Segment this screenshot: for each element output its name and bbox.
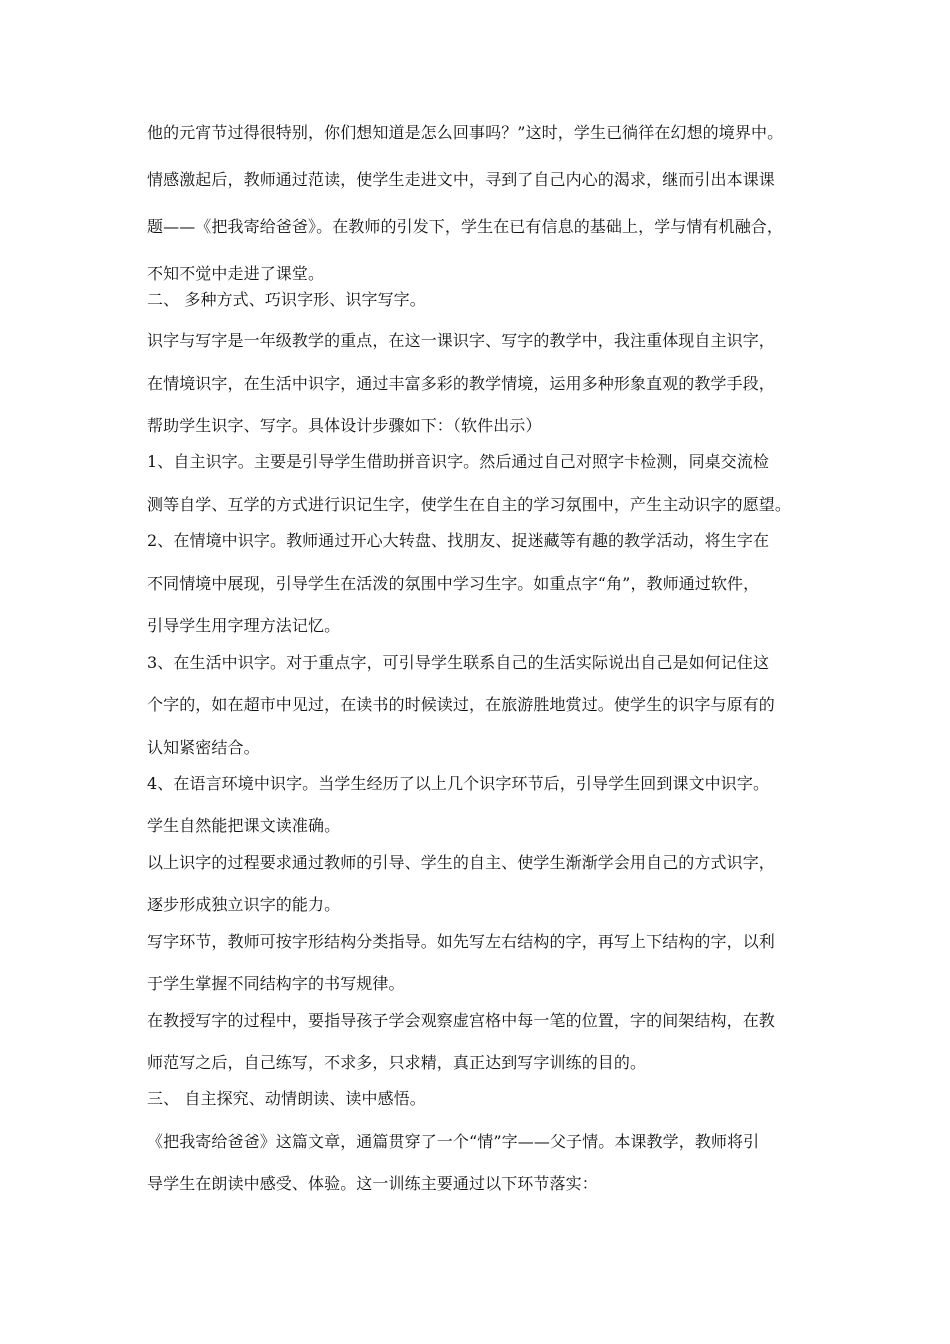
text-line: 学生自然能把课文读准确。 — [147, 816, 341, 835]
text-line: 识字与写字是一年级教学的重点，在这一课识字、写字的教学中，我注重体现自主识字， — [147, 331, 775, 350]
text-line: 于学生掌握不同结构字的书写规律。 — [147, 974, 405, 993]
text-line: 以上识字的过程要求通过教师的引导、学生的自主、使学生渐渐学会用自己的方式识字， — [147, 853, 775, 872]
text-line: 导学生在朗读中感受、体验。这一训练主要通过以下环节落实： — [147, 1174, 598, 1193]
text-line: 4、在语言环境中识字。当学生经历了以上几个识字环节后，引导学生回到课文中识字。 — [147, 774, 770, 793]
text-line: 《把我寄给爸爸》这篇文章，通篇贯穿了一个“情”字——父子情。本课教学，教师将引 — [147, 1132, 760, 1151]
text-line: 在教授写字的过程中，要指导孩子学会观察虚宫格中每一笔的位置，字的间架结构，在教 — [147, 1011, 775, 1030]
text-line: 不知不觉中走进了课堂。 — [147, 264, 325, 283]
text-line: 写字环节，教师可按字形结构分类指导。如先写左右结构的字，再写上下结构的字，以利 — [147, 932, 775, 951]
section-heading: 二、 多种方式、巧识字形、识字写字。 — [147, 290, 426, 309]
text-line: 情感激起后，教师通过范读，使学生走进文中，寻到了自己内心的渴求，继而引出本课课 — [147, 170, 775, 189]
text-line: 不同情境中展现，引导学生在活泼的氛围中学习生字。如重点字“角”，教师通过软件， — [147, 574, 760, 593]
text-line: 在情境识字，在生活中识字，通过丰富多彩的教学情境，运用多种形象直观的教学手段， — [147, 374, 775, 393]
text-line: 师范写之后，自己练写，不求多，只求精，真正达到写字训练的目的。 — [147, 1053, 647, 1072]
text-line: 3、在生活中识字。对于重点字，可引导学生联系自己的生活实际说出自己是如何记住这 — [147, 653, 770, 672]
text-line: 帮助学生识字、写字。具体设计步骤如下：（软件出示） — [147, 416, 542, 435]
text-line: 逐步形成独立识字的能力。 — [147, 895, 341, 914]
text-line: 题——《把我寄给爸爸》。在教师的引发下，学生在已有信息的基础上，学与情有机融合， — [147, 217, 784, 236]
text-line: 引导学生用字理方法记忆。 — [147, 616, 341, 635]
text-line: 认知紧密结合。 — [147, 738, 260, 757]
text-line: 1、自主识字。主要是引导学生借助拼音识字。然后通过自己对照字卡检测，同桌交流检 — [147, 452, 770, 471]
text-line: 个字的，如在超市中见过，在读书的时候读过，在旅游胜地赏过。使学生的识字与原有的 — [147, 695, 775, 714]
text-line: 他的元宵节过得很特别，你们想知道是怎么回事吗？”这时，学生已徜徉在幻想的境界中。 — [147, 123, 784, 142]
text-line: 2、在情境中识字。教师通过开心大转盘、找朋友、捉迷藏等有趣的教学活动，将生字在 — [147, 531, 770, 550]
section-heading: 三、 自主探究、动情朗读、读中感悟。 — [147, 1089, 426, 1108]
text-line: 测等自学、互学的方式进行识记生字，使学生在自主的学习氛围中，产生主动识字的愿望。 — [147, 495, 792, 514]
